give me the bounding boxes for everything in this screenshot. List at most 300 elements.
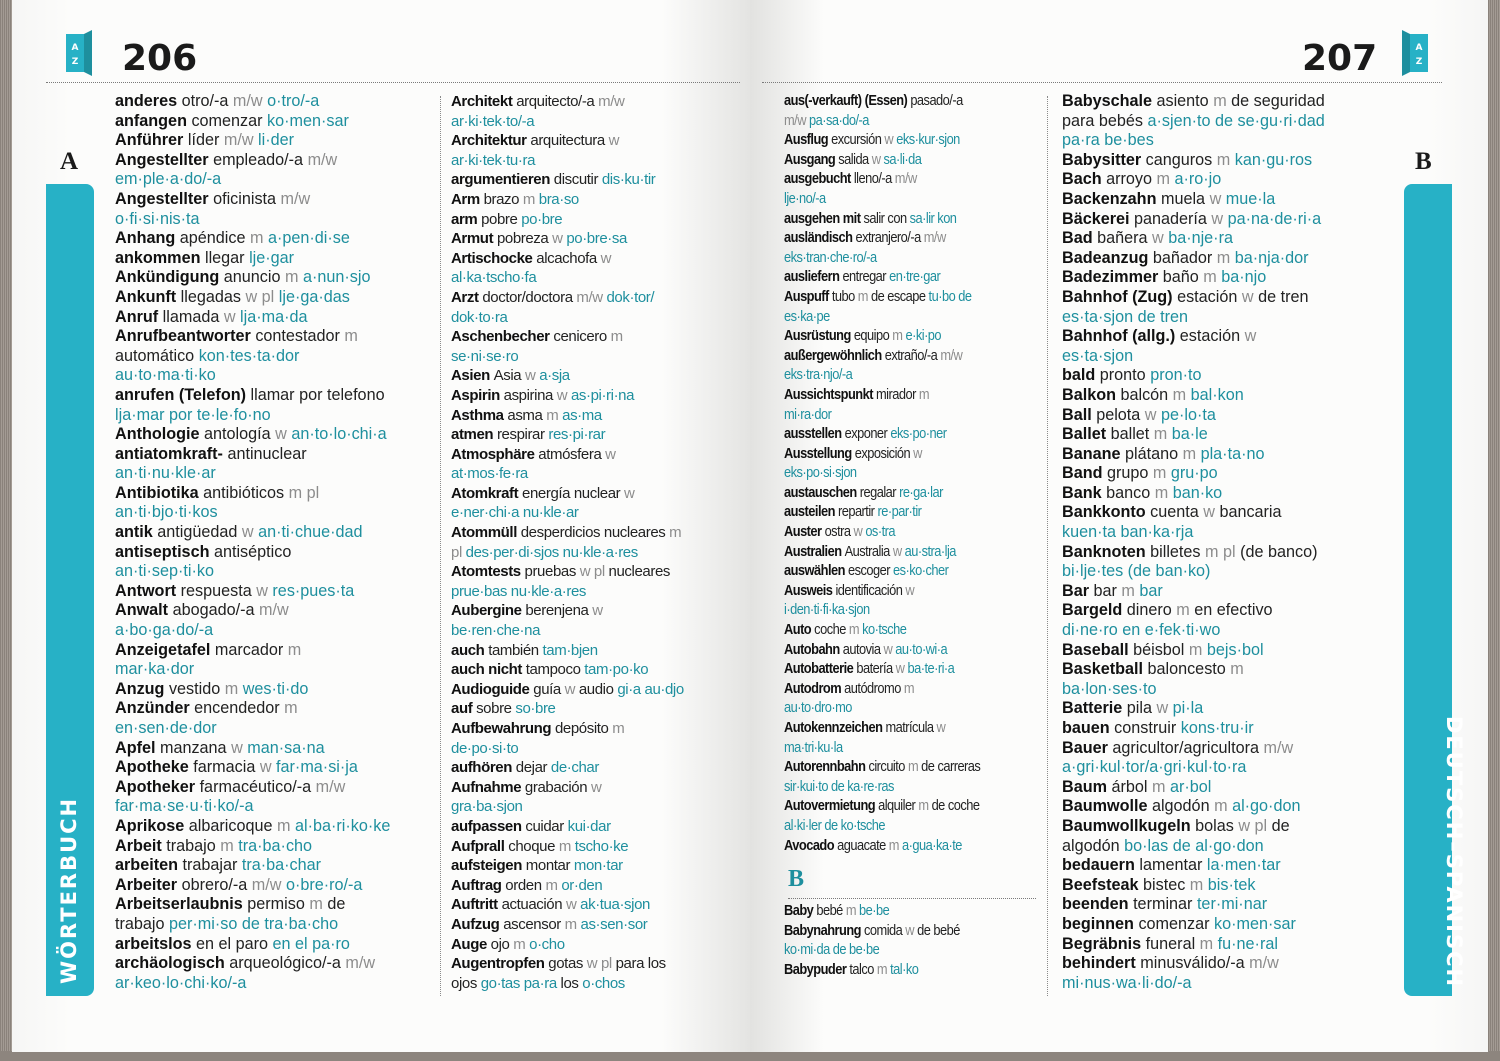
pronunciation: mue·la <box>1225 189 1276 208</box>
translation: llamada <box>162 307 224 326</box>
translation: matrícula <box>885 720 937 736</box>
headword: Bankkonto <box>1062 503 1151 522</box>
entry-line <box>1062 288 1402 308</box>
translation: gotas <box>548 955 587 973</box>
translation: minusválido/-a <box>1140 954 1250 973</box>
grammar-tag: w <box>592 602 603 620</box>
pronunciation: li·der <box>258 131 294 150</box>
pronunciation: ak·tua·sjon <box>580 896 650 914</box>
pronunciation: tam·po·ko <box>584 661 649 679</box>
pronunciation: a·sjen·to de se·gu·ri·dad <box>1147 111 1325 130</box>
pronunciation: man·sa·na <box>247 738 325 757</box>
headword: Baumwolle <box>1062 797 1152 816</box>
translation: regalar <box>859 484 900 501</box>
grammar-tag: w <box>556 386 571 404</box>
entry-line <box>451 170 750 190</box>
grammar-tag: w <box>1209 189 1226 208</box>
translation: permiso <box>247 895 310 914</box>
entry-line <box>451 190 750 210</box>
headword: Asien <box>451 367 494 385</box>
grammar-tag: w <box>590 778 602 796</box>
grammar-tag: m <box>1176 601 1195 620</box>
entry-line <box>451 288 750 308</box>
pronunciation: ba·njo <box>1221 268 1267 287</box>
pronunciation: tam·bjen <box>542 641 598 659</box>
entry-line <box>451 386 750 406</box>
grammar-tag: w <box>1241 287 1259 306</box>
headword: anrufen (Telefon) <box>115 385 251 404</box>
translation: manzana <box>159 738 232 757</box>
grammar-tag: m <box>546 406 563 424</box>
pronunciation: pa·ra be·bes <box>1062 131 1154 150</box>
headword: Ausflug <box>784 132 832 149</box>
entry-line <box>1062 660 1402 680</box>
translation: arroyo <box>1106 170 1157 189</box>
headword: Asthma <box>451 406 508 424</box>
translation: de bebé <box>917 922 960 939</box>
pronunciation: a·nun·sjo <box>302 268 371 287</box>
entry-line <box>115 190 433 210</box>
pronunciation: ba·nje·ra <box>1168 229 1233 248</box>
headword: Anhang <box>115 229 180 248</box>
pronunciation: prue·bas nu·kle·a·res <box>451 582 586 600</box>
entry-line <box>115 503 433 523</box>
entry-line <box>115 366 433 386</box>
headword: Bach <box>1062 170 1107 189</box>
translation: tubo <box>831 288 858 305</box>
entry-line <box>784 210 1074 230</box>
side-tab-label: WÖRTERBUCH <box>57 796 81 984</box>
headword: außergewöhnlich <box>784 347 885 364</box>
pronunciation: tu·bo de <box>928 288 972 305</box>
entry-line <box>115 229 433 249</box>
pronunciation: as·ma <box>562 406 602 424</box>
entry-line <box>784 699 1074 719</box>
translation: ojos <box>451 974 481 992</box>
translation: de escape <box>870 288 929 305</box>
pronunciation: kons·tru·ir <box>1180 719 1254 737</box>
entry-line <box>451 249 750 269</box>
entry-line <box>115 817 433 837</box>
translation: terminar <box>1133 895 1197 914</box>
headword: auf <box>451 700 477 718</box>
section-letter: A <box>60 148 79 175</box>
pronunciation: ar·ki·tek·to/-a <box>451 112 535 130</box>
entry-line <box>451 739 750 759</box>
entry-line <box>115 151 433 171</box>
grammar-tag: m/w <box>258 601 289 620</box>
pronunciation: be·ren·che·na <box>451 622 541 640</box>
grammar-tag: m <box>249 229 268 248</box>
entry-line <box>1062 876 1402 896</box>
translation: muela <box>1160 189 1210 208</box>
pronunciation: bar <box>1139 581 1163 600</box>
grammar-tag: m <box>857 288 871 305</box>
entry-line <box>115 543 433 563</box>
translation: bebé <box>816 903 846 919</box>
subsection-letter: B <box>788 866 805 892</box>
entry-line <box>1062 151 1402 171</box>
pronunciation: o·cho <box>529 935 565 953</box>
translation: dejar <box>515 759 551 777</box>
translation: pobre <box>481 210 522 228</box>
headword: Autorennbahn <box>784 759 869 776</box>
pronunciation: lja·ma·da <box>240 307 308 326</box>
translation: entregar <box>842 269 890 286</box>
translation: bancaria <box>1219 503 1282 522</box>
pronunciation: ar·keo·lo·chi·ko/-a <box>115 973 247 992</box>
entry-line <box>115 288 433 308</box>
translation: depósito <box>554 720 613 737</box>
grammar-tag: w pl <box>245 287 279 306</box>
grammar-tag: w <box>1152 229 1169 248</box>
entry-line <box>1062 895 1402 915</box>
entry-line <box>115 347 433 367</box>
headword: Aufprall <box>451 837 509 855</box>
entry-line <box>451 954 750 974</box>
translation: antigüedad <box>157 523 242 542</box>
grammar-tag: m/w <box>784 112 809 129</box>
pronunciation: al·ka·tscho·fa <box>451 269 537 287</box>
translation: canguros <box>1145 150 1217 169</box>
pronunciation: or·den <box>561 876 603 894</box>
translation: bañador <box>1152 248 1217 267</box>
headword: Anzünder <box>115 699 195 718</box>
pronunciation: des·per·di·sjos nu·kle·a·res <box>465 543 638 561</box>
entry-line <box>451 699 750 719</box>
grammar-tag: m <box>285 268 303 287</box>
translation: comida <box>864 922 906 939</box>
headword: Ballet <box>1062 425 1111 444</box>
translation: dinero <box>1126 601 1177 620</box>
headword: Bargeld <box>1062 601 1127 620</box>
pronunciation: res·pues·ta <box>272 581 355 600</box>
translation: grabación <box>524 778 591 796</box>
headword: ausstellen <box>784 426 845 443</box>
pronunciation: au·stra·lja <box>904 543 956 560</box>
entry-line <box>115 797 433 817</box>
translation: pasado/-a <box>910 93 963 109</box>
pronunciation: o·chos <box>582 974 625 992</box>
left-page <box>12 0 750 1052</box>
pronunciation: res·pi·rar <box>548 426 606 444</box>
headword: Avocado <box>784 837 838 854</box>
headword: arbeiten <box>115 856 183 875</box>
translation: asiento <box>1156 92 1214 110</box>
translation: de coche <box>931 798 980 815</box>
headword: Aufnahme <box>451 778 525 796</box>
entry-line <box>1062 837 1402 857</box>
pronunciation: o·tro/-a <box>267 92 320 110</box>
entry-line <box>115 954 433 974</box>
headword: Architektur <box>451 132 531 150</box>
headword: Ball <box>1062 405 1097 424</box>
pronunciation: es·ta·sjon <box>1062 346 1134 365</box>
grammar-tag: m/w <box>223 131 259 150</box>
headword: beenden <box>1062 895 1134 914</box>
pronunciation: kuen·ta ban·ka·rja <box>1062 523 1194 542</box>
grammar-tag: pl <box>451 543 466 561</box>
grammar-tag: m <box>344 327 358 346</box>
headword: Backenzahn <box>1062 189 1161 208</box>
entry-line <box>115 699 433 719</box>
grammar-tag: m <box>1199 934 1218 953</box>
grammar-tag: m <box>1189 875 1208 894</box>
pronunciation: pi·la <box>1172 699 1204 718</box>
entry-line <box>115 308 433 328</box>
headword: Bahnhof (allg.) <box>1062 327 1180 346</box>
entry-line <box>115 778 433 798</box>
entry-line <box>451 151 750 171</box>
pronunciation: gra·ba·sjon <box>451 798 523 816</box>
translation: plátano <box>1124 444 1183 463</box>
grammar-tag: m <box>1121 581 1140 600</box>
grammar-tag: m <box>1172 385 1191 404</box>
translation: de seguridad <box>1231 92 1325 110</box>
grammar-tag: w pl <box>579 563 609 581</box>
grammar-tag: m <box>558 837 575 855</box>
translation: abogado/-a <box>172 601 259 620</box>
entries-column-2 <box>451 92 750 993</box>
headword: Baseball <box>1062 640 1134 659</box>
headword: antiatomkraft- <box>115 444 228 463</box>
entry-line <box>1062 190 1402 210</box>
entry-line <box>784 347 1074 367</box>
entry-line <box>1062 523 1402 543</box>
headword: Ankündigung <box>115 268 224 287</box>
entry-line <box>784 902 1074 922</box>
translation: berenjena <box>525 602 593 620</box>
pronunciation: ter·mi·nar <box>1196 895 1268 914</box>
headword: antiseptisch <box>115 542 214 561</box>
headword: Antibiotika <box>115 483 204 502</box>
side-tab-label: DEUTSCH–SPANISCH <box>1442 716 1466 989</box>
translation: Asia <box>493 367 525 385</box>
translation: asma <box>507 406 547 424</box>
translation: estación <box>1179 327 1245 346</box>
entry-line <box>451 680 750 700</box>
translation: llegadas <box>180 287 246 306</box>
entry-line <box>784 523 1074 543</box>
headword: Badezimmer <box>1062 268 1163 287</box>
translation: farmacia <box>193 758 260 777</box>
pronunciation: au·to·wi·a <box>895 641 948 658</box>
translation: nucleares <box>608 563 670 581</box>
grammar-tag: m pl <box>288 483 320 502</box>
translation: atmósfera <box>538 445 606 463</box>
pronunciation: ko·men·sar <box>267 111 349 130</box>
entry-line <box>451 523 750 543</box>
pronunciation: i·den·ti·fi·ka·sjon <box>784 602 870 619</box>
translation: exposición <box>854 445 914 462</box>
headword: argumentieren <box>451 171 554 189</box>
pronunciation: eks·kur·sjon <box>896 132 960 149</box>
headword: ankommen <box>115 248 205 267</box>
translation: anuncio <box>223 268 285 287</box>
entry-line <box>451 464 750 484</box>
grammar-tag: w <box>605 445 616 463</box>
translation: cuidar <box>525 817 568 835</box>
headword: Architekt <box>451 93 517 110</box>
entry-line <box>115 386 433 406</box>
entry-line <box>115 719 433 739</box>
pronunciation: far·ma·se·u·ti·ko/-a <box>115 797 254 816</box>
pronunciation: o·fi·si·nis·ta <box>115 209 200 228</box>
headword: Baumwollkugeln <box>1062 816 1196 835</box>
headword: anderes <box>115 92 182 110</box>
translation: arqueológico/-a <box>229 954 346 973</box>
entry-line <box>115 464 433 484</box>
grammar-tag: m <box>845 903 860 919</box>
pronunciation: bi·lje·tes (de ban·ko) <box>1062 562 1211 581</box>
headword: Arbeiter <box>115 875 182 894</box>
headword: Aspirin <box>451 386 504 404</box>
grammar-tag: m/w <box>598 93 625 110</box>
headword: bald <box>1062 366 1100 385</box>
translation: en efectivo <box>1194 601 1273 620</box>
translation: comenzar <box>1138 914 1215 933</box>
section-letter: B <box>1415 148 1432 175</box>
grammar-tag: w <box>524 367 540 385</box>
translation: de <box>1271 816 1290 835</box>
entry-line <box>1062 543 1402 563</box>
headword: bauen <box>1062 719 1115 737</box>
pronunciation: di·ne·ro en e·fek·ti·wo <box>1062 621 1221 640</box>
headword: ausgebucht <box>784 171 854 188</box>
entry-line <box>451 621 750 641</box>
page-edges-right <box>1486 0 1500 1061</box>
entry-line <box>115 445 433 465</box>
pronunciation: a·gua·ka·te <box>902 837 962 854</box>
grammar-tag: w <box>241 523 259 542</box>
headword: Batterie <box>1062 699 1127 718</box>
grammar-tag: m <box>876 961 891 978</box>
translation: baño <box>1162 268 1204 287</box>
grammar-tag: w <box>905 582 915 599</box>
headword: Beefsteak <box>1062 875 1143 894</box>
pronunciation: ar·ki·tek·tu·ra <box>451 151 536 169</box>
translation: llamar por telefono <box>250 385 385 404</box>
headword: aufpassen <box>451 817 526 835</box>
entry-line <box>1062 308 1402 328</box>
entry-line <box>1062 112 1402 132</box>
grammar-tag: w <box>883 641 896 658</box>
entry-line <box>784 797 1074 817</box>
entries-column-1 <box>115 92 433 993</box>
entry-line <box>1062 974 1402 994</box>
grammar-tag: m <box>612 720 625 737</box>
entry-line <box>451 915 750 935</box>
pronunciation: au·to·dro·mo <box>784 700 852 717</box>
translation: bar <box>1093 581 1122 600</box>
translation: ojo <box>490 935 514 953</box>
pronunciation: fu·ne·ral <box>1217 934 1278 953</box>
translation: grupo <box>1106 464 1153 483</box>
translation: también <box>488 641 543 659</box>
svg-text:Z: Z <box>71 57 79 67</box>
grammar-tag: m <box>284 699 298 718</box>
headword: Bahnhof (Zug) <box>1062 287 1178 306</box>
grammar-tag: w <box>1211 209 1228 228</box>
entry-line <box>115 621 433 641</box>
headword: Atommüll <box>451 524 521 542</box>
translation: empleado/-a <box>213 150 308 169</box>
grammar-tag: m <box>888 837 903 854</box>
entry-line <box>115 758 433 778</box>
translation: talco <box>849 961 877 978</box>
dictionary-book-icon <box>64 30 94 76</box>
entry-line <box>115 268 433 288</box>
headword: Apotheke <box>115 758 194 777</box>
translation: algodón <box>1062 836 1125 855</box>
entry-line <box>784 151 1074 171</box>
entry-line <box>1062 170 1402 190</box>
grammar-tag: m <box>513 935 530 953</box>
entry-line <box>115 582 433 602</box>
entry-line <box>784 601 1074 621</box>
grammar-tag: w <box>608 132 620 150</box>
grammar-tag: w <box>624 484 635 502</box>
pronunciation: en el pa·ro <box>272 934 350 953</box>
entry-line <box>115 974 433 994</box>
grammar-tag: m <box>903 680 915 697</box>
grammar-tag: m/w <box>940 347 963 364</box>
pronunciation: an·to·lo·chi·a <box>291 425 387 444</box>
headword: Apotheker <box>115 777 200 796</box>
headword: Aprikose <box>115 816 189 835</box>
entry-line <box>1062 935 1402 955</box>
translation: tampoco <box>525 661 585 679</box>
grammar-tag: m <box>848 622 863 639</box>
translation: trabajar <box>182 856 242 875</box>
headword: Auge <box>451 935 491 953</box>
entry-line <box>1062 484 1402 504</box>
headword: Auftritt <box>451 896 502 914</box>
translation: de <box>327 895 346 914</box>
entry-line <box>451 445 750 465</box>
pronunciation: o·bre·ro/-a <box>285 875 363 894</box>
entry-line <box>1062 131 1402 151</box>
grammar-tag: w <box>223 307 241 326</box>
pronunciation: so·bre <box>515 700 556 718</box>
headword: austauschen <box>784 484 860 501</box>
translation: montar <box>525 857 574 875</box>
translation: en el paro <box>195 934 273 953</box>
entry-line <box>1062 464 1402 484</box>
grammar-tag: w <box>552 230 567 248</box>
headword: Atomkraft <box>451 484 523 502</box>
headword: Auftrag <box>451 876 506 894</box>
headword: Arbeitserlaubnis <box>115 895 248 914</box>
entry-line <box>784 837 1074 857</box>
translation: alcachofa <box>536 249 601 267</box>
headword: Anthologie <box>115 425 205 444</box>
translation: para bebés <box>1062 111 1148 130</box>
pronunciation: ko·mi·da de be·be <box>784 942 880 959</box>
grammar-tag: m <box>1216 248 1235 267</box>
entry-line <box>1062 856 1402 876</box>
entry-line <box>451 758 750 778</box>
pronunciation: a·bo·ga·do/-a <box>115 621 214 640</box>
pronunciation: kon·tes·ta·dor <box>198 346 300 365</box>
entry-line <box>451 543 750 563</box>
entry-line <box>784 503 1074 523</box>
grammar-tag: m <box>522 190 539 208</box>
pronunciation: po·bre <box>521 210 563 228</box>
entry-line <box>784 922 1074 942</box>
grammar-tag: m <box>1152 464 1171 483</box>
grammar-tag: w <box>1244 327 1257 346</box>
